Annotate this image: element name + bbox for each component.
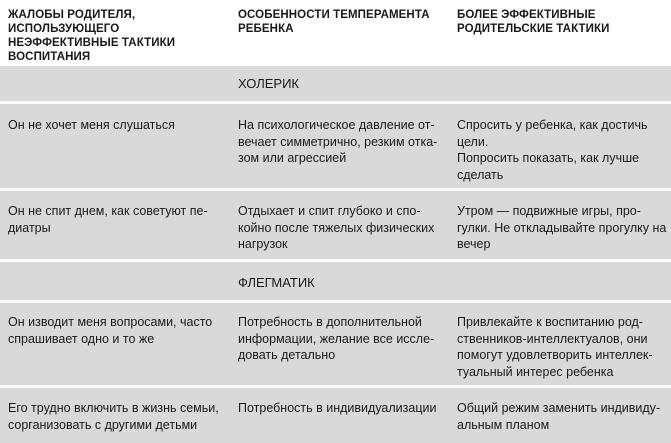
tactic-cell: Утром — подвижные игры, прогулки. Не откладывайте прогулку на вечер bbox=[457, 204, 667, 251]
table-row bbox=[0, 303, 671, 385]
section-title: ХОЛЕРИК bbox=[238, 76, 299, 91]
tactic-cell: Общий режим заменить индивидуальным планом bbox=[457, 401, 661, 432]
complaint-cell: Его трудно включить в жизнь семьи, сорганизовать с другими детьми bbox=[8, 401, 219, 432]
complaint-cell: Он не хочет меня слушаться bbox=[8, 118, 175, 132]
section-phlegmatic bbox=[0, 262, 671, 300]
section-choleric bbox=[0, 66, 671, 101]
temperament-cell: Потребность в дополнительной информации, желание все исследовать детально bbox=[238, 315, 435, 362]
section-title: ФЛЕГМАТИК bbox=[238, 275, 315, 290]
table-row bbox=[0, 388, 671, 443]
tactic-cell: Спросить у ребенка, как достичь цели. Попросить показать, как лучше сделать bbox=[457, 118, 648, 182]
complaint-cell: Он не спит днем, как советуют педиатры bbox=[8, 204, 208, 235]
header-tactics: БОЛЕЕ ЭФФЕКТИВНЫЕ РОДИТЕЛЬСКИЕ ТАКТИКИ bbox=[457, 9, 610, 35]
table-row bbox=[0, 104, 671, 188]
header-temperament: ОСОБЕННОСТИ ТЕМПЕРАМЕНТА РЕБЕНКА bbox=[238, 9, 430, 35]
header-complaints: ЖАЛОБЫ РОДИТЕЛЯ, ИСПОЛЬЗУЮЩЕГО НЕЭФФЕКТИВНЫЕ ТАКТИКИ ВОСПИТАНИЯ bbox=[8, 9, 176, 63]
temperament-cell: Отдыхает и спит глубоко и спокойно после тяжелых физических нагрузок bbox=[238, 204, 435, 251]
temperament-cell: Потребность в индивидуализации bbox=[238, 401, 437, 415]
table-header bbox=[0, 0, 671, 63]
complaint-cell: Он изводит меня вопросами, часто спрашивает одно и то же bbox=[8, 315, 213, 346]
table-row bbox=[0, 191, 671, 259]
temperament-cell: На психологическое давление отвечает симметрично, резким отказом или агрессией bbox=[238, 118, 438, 165]
tactic-cell: Привлекайте к воспитанию родственников-интеллектуалов, они помогут удовлетворить интеллектуальный интерес ребенка bbox=[457, 315, 653, 379]
